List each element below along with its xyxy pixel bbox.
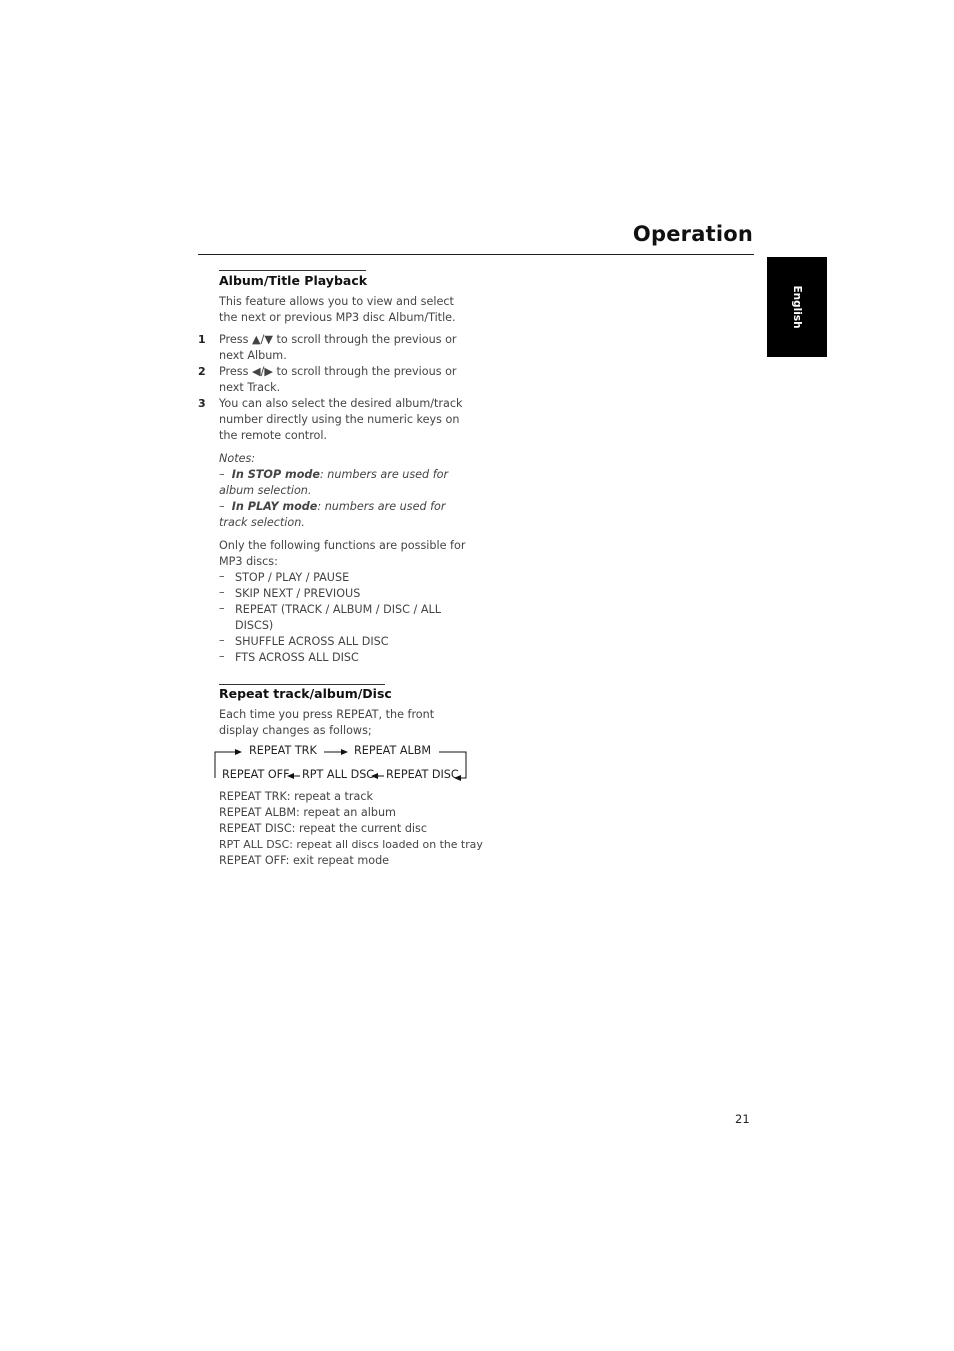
diagram-label: RPT ALL DSC: [302, 768, 375, 781]
page-number: 21: [735, 1112, 750, 1126]
repeat-section-intro: Each time you press REPEAT, the front display changes as follows;: [219, 708, 435, 737]
functions-intro: Only the following functions are possible for MP3 discs:: [219, 539, 466, 568]
repeat-section-heading: Repeat track/album/Disc: [219, 686, 392, 701]
diagram-label: REPEAT ALBM: [354, 744, 432, 757]
list-item: FTS ACROSS ALL DISC: [235, 651, 359, 664]
note-dash: –: [219, 500, 225, 513]
list-item: SHUFFLE ACROSS ALL DISC: [235, 635, 389, 648]
step-number: 3: [198, 397, 206, 410]
album-section-intro: This feature allows you to view and select the next or previous MP3 disc Album/Title.: [219, 295, 456, 324]
list-dash: –: [219, 586, 225, 599]
list-dash: –: [219, 570, 225, 583]
definition-line: REPEAT ALBM: repeat an album: [219, 806, 396, 819]
list-item: STOP / PLAY / PAUSE: [235, 571, 350, 584]
note-dash: –: [219, 468, 225, 481]
album-section-heading: Album/Title Playback: [219, 273, 368, 288]
step-number: 1: [198, 333, 206, 346]
note-text: : numbers are used for album selection.: [219, 468, 449, 497]
definition-line: REPEAT OFF: exit repeat mode: [219, 854, 390, 867]
step-text: You can also select the desired album/track number directly using the numeric keys on the remote control.: [219, 397, 463, 442]
definition-line: RPT ALL DSC: repeat all discs loaded on the tray: [219, 838, 483, 851]
definition-line: REPEAT TRK: repeat a track: [219, 790, 374, 803]
note-text: : numbers are used for track selection.: [219, 500, 446, 529]
definition-line: REPEAT DISC: repeat the current disc: [219, 822, 428, 835]
page-title: Operation: [632, 222, 753, 246]
note-mode: In STOP mode: [231, 468, 320, 481]
list-dash: –: [219, 650, 225, 663]
step-text: Press ▲/▼ to scroll through the previous or next Album.: [219, 333, 457, 362]
diagram-label: REPEAT DISC: [386, 768, 459, 781]
language-tab-label: English: [791, 285, 803, 329]
list-item: REPEAT (TRACK / ALBUM / DISC / ALL DISCS): [235, 603, 441, 632]
list-dash: –: [219, 602, 225, 615]
diagram-label: REPEAT TRK: [249, 744, 317, 757]
list-dash: –: [219, 634, 225, 647]
notes-label: Notes:: [219, 452, 256, 465]
step-text: Press ◀/▶ to scroll through the previous or next Track.: [219, 365, 457, 394]
list-item: SKIP NEXT / PREVIOUS: [235, 587, 361, 600]
diagram-label: REPEAT OFF: [222, 768, 290, 781]
step-number: 2: [198, 365, 206, 378]
note-mode: In PLAY mode: [231, 500, 318, 513]
